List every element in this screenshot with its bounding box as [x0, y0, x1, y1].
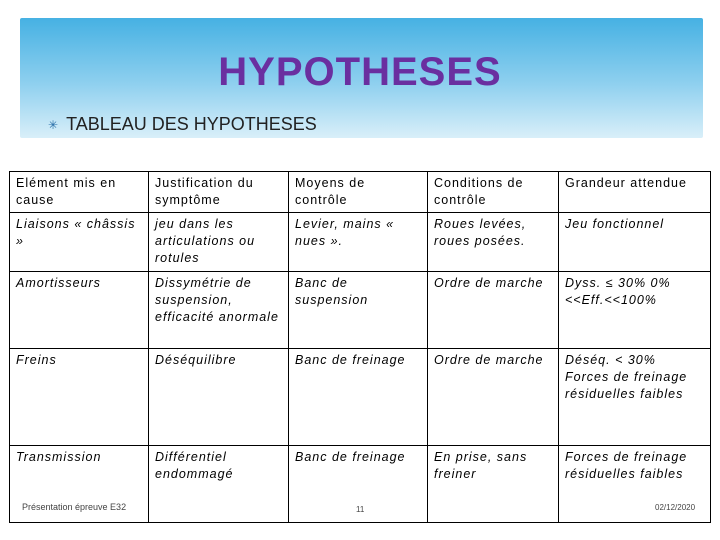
table-cell: Différentiel endommagé [149, 446, 289, 523]
header-cell: Elément mis en cause [10, 172, 149, 213]
table-cell: Banc de suspension [289, 272, 428, 349]
table-cell: jeu dans les articulations ou rotules [149, 213, 289, 272]
table-cell: Levier, mains « nues ». [289, 213, 428, 272]
header-cell: Justification du symptôme [149, 172, 289, 213]
header-cell: Grandeur attendue [559, 172, 711, 213]
table-cell: Dyss. ≤ 30% 0%<<Eff.<<100% [559, 272, 711, 349]
table-cell: Déséquilibre [149, 349, 289, 446]
subtitle-line [48, 114, 317, 135]
table-cell: Banc de freinage [289, 446, 428, 523]
table-cell: Freins [10, 349, 149, 446]
table-cell: Ordre de marche [428, 349, 559, 446]
table-row [10, 349, 711, 446]
table-cell: Transmission [10, 446, 149, 523]
page-title: HYPOTHESES [218, 50, 502, 94]
subtitle-text: TABLEAU DES HYPOTHESES [66, 114, 317, 134]
table-cell: Dissymétrie de suspension, efficacité anormale [149, 272, 289, 349]
star-bullet-icon: ✳ [48, 117, 59, 132]
header-cell: Conditions de contrôle [428, 172, 559, 213]
table-cell: En prise, sans freiner [428, 446, 559, 523]
table-row [10, 213, 711, 272]
table-cell: Liaisons « châssis » [10, 213, 149, 272]
header-cell: Moyens de contrôle [289, 172, 428, 213]
table-cell: Amortisseurs [10, 272, 149, 349]
table-cell: Ordre de marche [428, 272, 559, 349]
table-header-row [10, 172, 711, 213]
footer-page-number: 11 [356, 505, 365, 514]
table-cell: Roues levées, roues posées. [428, 213, 559, 272]
table-cell: Jeu fonctionnel [559, 213, 711, 272]
table-cell: Forces de freinage résiduelles faibles [559, 446, 711, 523]
footer-presentation: Présentation épreuve E32 [22, 502, 127, 512]
footer-date: 02/12/2020 [655, 503, 696, 512]
hypotheses-table [9, 171, 711, 523]
table-cell: Banc de freinage [289, 349, 428, 446]
table-cell: Déséq. < 30% Forces de freinage résiduelles faibles [559, 349, 711, 446]
table-row [10, 272, 711, 349]
